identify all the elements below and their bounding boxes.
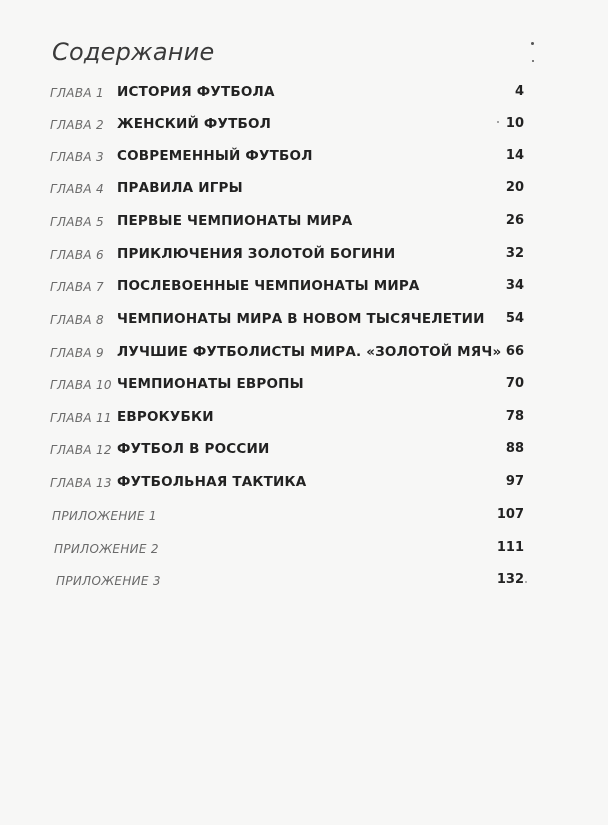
toc-title: Содержание: [52, 38, 215, 66]
chapter-label: ГЛАВА 7: [50, 280, 104, 294]
appendix-label: ПРИЛОЖЕНИЕ 3: [56, 574, 161, 588]
toc-row-chapter-4[interactable]: [0, 178, 608, 202]
chapter-label: ГЛАВА 5: [50, 215, 104, 229]
chapter-title: ПОСЛЕВОЕННЫЕ ЧЕМПИОНАТЫ МИРА: [117, 278, 420, 294]
chapter-title: ЧЕМПИОНАТЫ ЕВРОПЫ: [117, 376, 304, 392]
page-number: 132: [496, 572, 524, 587]
page-number: 10: [505, 116, 524, 131]
chapter-title: ИСТОРИЯ ФУТБОЛА: [117, 84, 275, 100]
chapter-title: СОВРЕМЕННЫЙ ФУТБОЛ: [117, 148, 313, 164]
toc-row-appendix-2[interactable]: [0, 538, 608, 562]
toc-row-appendix-1[interactable]: [0, 505, 608, 529]
toc-row-chapter-7[interactable]: [0, 276, 608, 300]
appendix-label: ПРИЛОЖЕНИЕ 2: [54, 542, 159, 556]
toc-row-chapter-11[interactable]: [0, 407, 608, 431]
chapter-label: ГЛАВА 12: [50, 443, 112, 457]
page-number: 70: [505, 376, 524, 391]
page-number: 14: [505, 148, 524, 163]
page-number: 111: [496, 540, 524, 555]
toc-row-chapter-5[interactable]: [0, 211, 608, 235]
page-number: 78: [505, 409, 524, 424]
print-speck: [531, 42, 534, 45]
chapter-label: ГЛАВА 8: [50, 313, 104, 327]
chapter-title: ФУТБОЛ В РОССИИ: [117, 441, 270, 457]
chapter-title: ЧЕМПИОНАТЫ МИРА В НОВОМ ТЫСЯЧЕЛЕТИИ: [117, 311, 485, 327]
toc-row-chapter-2[interactable]: [0, 114, 608, 138]
chapter-label: ГЛАВА 4: [50, 182, 104, 196]
page-number: 107: [496, 507, 524, 522]
page-number: 34: [505, 278, 524, 293]
page-number: 97: [505, 474, 524, 489]
page-number: 54: [505, 311, 524, 326]
toc-row-chapter-6[interactable]: [0, 244, 608, 268]
chapter-label: ГЛАВА 2: [50, 118, 104, 132]
toc-row-chapter-13[interactable]: [0, 472, 608, 496]
chapter-label: ГЛАВА 1: [50, 86, 104, 100]
page-number: 4: [514, 84, 524, 99]
chapter-label: ГЛАВА 6: [50, 248, 104, 262]
toc-row-chapter-3[interactable]: [0, 146, 608, 170]
print-speck: [525, 581, 527, 583]
chapter-title: ЛУЧШИЕ ФУТБОЛИСТЫ МИРА. «ЗОЛОТОЙ МЯЧ»: [117, 344, 502, 360]
chapter-label: ГЛАВА 10: [50, 378, 112, 392]
chapter-title: ФУТБОЛЬНАЯ ТАКТИКА: [117, 474, 307, 490]
page-number: 26: [505, 213, 524, 228]
chapter-label: ГЛАВА 3: [50, 150, 104, 164]
toc-row-appendix-3[interactable]: [0, 570, 608, 594]
toc-row-chapter-12[interactable]: [0, 439, 608, 463]
toc-row-chapter-1[interactable]: [0, 82, 608, 106]
toc-row-chapter-10[interactable]: [0, 374, 608, 398]
appendix-label: ПРИЛОЖЕНИЕ 1: [52, 509, 157, 523]
chapter-label: ГЛАВА 9: [50, 346, 104, 360]
page-number: 66: [505, 344, 524, 359]
chapter-title: ЕВРОКУБКИ: [117, 409, 214, 425]
page-number: 32: [505, 246, 524, 261]
toc-row-chapter-9[interactable]: [0, 342, 608, 366]
print-speck: [497, 121, 499, 123]
chapter-title: ПРАВИЛА ИГРЫ: [117, 180, 243, 196]
chapter-title: ПРИКЛЮЧЕНИЯ ЗОЛОТОЙ БОГИНИ: [117, 246, 396, 262]
print-speck: [532, 60, 534, 62]
chapter-title: ПЕРВЫЕ ЧЕМПИОНАТЫ МИРА: [117, 213, 353, 229]
toc-row-chapter-8[interactable]: [0, 309, 608, 333]
page-number: 88: [505, 441, 524, 456]
chapter-label: ГЛАВА 11: [50, 411, 112, 425]
page-number: 20: [505, 180, 524, 195]
chapter-title: ЖЕНСКИЙ ФУТБОЛ: [117, 116, 272, 132]
chapter-label: ГЛАВА 13: [50, 476, 112, 490]
